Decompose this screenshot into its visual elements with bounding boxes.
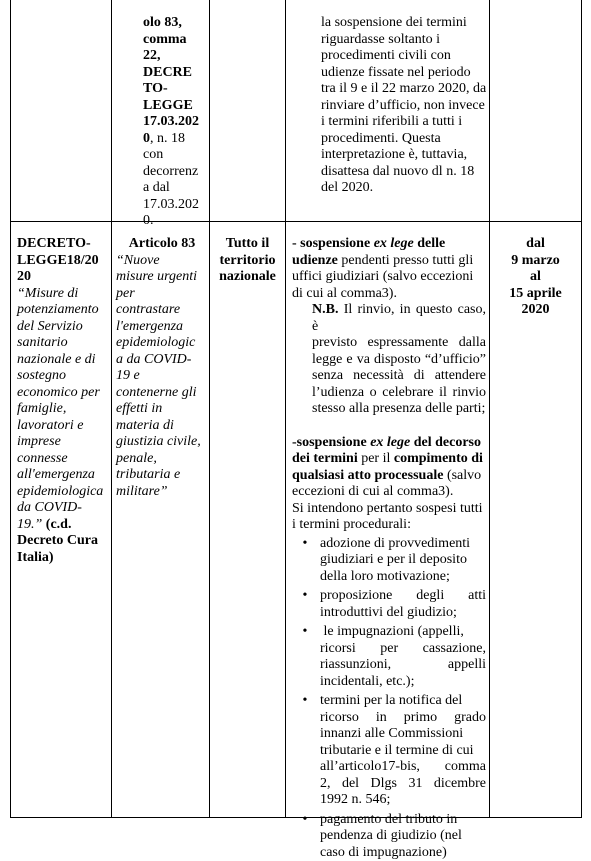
decree-subtitle-line: lavoratori e [17,418,109,435]
provision-line: eccezioni di cui al comma3). [292,484,486,501]
decree-title-line: LEGGE18/20 [17,253,109,270]
list-item-line: pagamento del tributo in [320,812,486,829]
decree-subtitle-line: epidemiologica [17,484,109,501]
date-line: dal [491,236,580,253]
article-desc-line: militare” [116,484,208,501]
article-desc-line: 19 e [116,368,208,385]
list-item [320,536,486,586]
table-divider-4 [489,0,490,818]
nb-line: senza necessità di attendere [312,368,486,385]
article-desc-line: effetti in [116,401,208,418]
article-desc-line: materia di [116,418,208,435]
continued-article-cell [143,15,207,230]
list-item-line: innanzi alle Commissioni [320,726,486,743]
list-item-line: all’articolo17-bis, comma [320,759,486,776]
article-ref-line: LEGGE [143,98,207,115]
provision-line: Si intendono pertanto sospesi tutti [292,501,486,518]
bullet-icon: • [300,693,310,710]
notes-line: procedimenti. Questa [321,131,487,148]
article-ref-line: 0. [143,213,207,230]
decree-title-line: 20 [17,269,109,286]
provision-line: dei termini per il compimento di [292,451,486,468]
list-item [320,693,486,809]
article-desc-line: penale, [116,451,208,468]
decree-subtitle-line: del Servizio [17,319,109,336]
scope-cell [212,236,283,286]
nb-block [312,302,486,418]
decree-subtitle-line: imprese [17,434,109,451]
article-desc-line: misure urgenti [116,269,208,286]
list-item-line: ricorsi per cassazione, [320,641,486,658]
article-desc-line: a da COVID- [116,352,208,369]
notes-line: del 2020. [321,180,487,197]
notes-line: rinviare d’ufficio, non invece [321,98,487,115]
dates-cell [491,236,580,319]
decree-subtitle-line: sostegno [17,368,109,385]
bullet-icon: • [300,588,310,605]
table-divider-2 [209,0,210,818]
nb-line: previsto espressamente dalla [312,335,486,352]
bullet-icon: • [300,536,310,553]
notes-line: disattesa dal nuovo dl n. 18 [321,164,487,181]
article-ref-line: decorrenz [143,164,207,181]
decree-subtitle-line: potenziamento [17,302,109,319]
article-ref-line: 17.03.202 [143,114,207,131]
nb-line: stesso alla presenza delle parti; [312,401,486,418]
article-ref-line: DECRE [143,65,207,82]
list-item-line: ricorso in primo grado [320,710,486,727]
article-ref-line: 22, [143,48,207,65]
list-item-line: 2, del Dlgs 31 dicembre [320,776,486,793]
list-item [320,588,486,621]
decree-subtitle-line: economico per [17,385,109,402]
notes-line: la sospensione dei termini [321,15,487,32]
table-border-right [581,0,582,818]
date-line: al [491,269,580,286]
list-item-line: proposizione degli atti [320,588,486,605]
table-divider-1 [111,0,112,818]
article-desc-line: tributaria e [116,467,208,484]
article-title: Articolo 83 [116,236,208,253]
notes-line: udienze fissate nel periodo [321,65,487,82]
list-item-line: pendenza di giudizio (nel [320,828,486,845]
article-desc-line: “Nuove [116,253,208,270]
decree-subtitle-line: all'emergenza [17,467,109,484]
scope-line: nazionale [212,269,283,286]
notes-line: i termini riferibili a tutti i [321,114,487,131]
list-item-line: adozione di provvedimenti [320,536,486,553]
table-divider-3 [285,0,286,818]
list-item-line: giudiziari e per il deposito [320,552,486,569]
article-ref-line: 0, n. 18 [143,131,207,148]
list-item-line: tributarie e il termine di cui [320,743,486,760]
provision-line: udienze pendenti presso tutti gli [292,253,486,270]
list-item-line: introduttivi del giudizio; [320,605,486,622]
list-item-line: caso di impugnazione) [320,845,486,861]
article-desc-line: epidemiologic [116,335,208,352]
list-item-line: della loro motivazione; [320,569,486,586]
provision-line: - sospensione ex lege delle [292,236,486,253]
decree-subtitle-line: connesse [17,451,109,468]
date-line: 15 aprile [491,286,580,303]
decree-cell [17,236,109,566]
article-ref-line: TO- [143,81,207,98]
decree-subtitle-line: 19.” (c.d. [17,517,109,534]
date-line: 9 marzo [491,253,580,270]
article-ref-line: 17.03.202 [143,197,207,214]
decree-title-line: DECRETO- [17,236,109,253]
decree-subtitle-line: sanitario [17,335,109,352]
list-item [320,812,486,861]
continued-notes-cell [321,15,487,197]
list-item-line: riassunzioni, appelli [320,657,486,674]
notes-line: riguardasse soltanto i [321,32,487,49]
notes-line: procedimenti civili con [321,48,487,65]
notes-line: interpretazione è, tuttavia, [321,147,487,164]
bullet-icon: • [300,624,310,641]
row-separator [10,221,582,222]
scope-line: Tutto il [212,236,283,253]
decree-subtitle-line: da COVID- [17,500,109,517]
article-ref-line: a dal [143,180,207,197]
provision-line: -sospensione ex lege del decorso [292,435,486,452]
article-ref-line: olo 83, [143,15,207,32]
article-desc-line: l'emergenza [116,319,208,336]
decree-nickname-line: Decreto Cura [17,533,109,550]
article-desc-line: contenerne gli [116,385,208,402]
bullet-icon: • [300,812,310,829]
decree-subtitle-line: “Misure di [17,286,109,303]
list-item-line: termini per la notifica del [320,693,486,710]
list-item-line: 1992 n. 546; [320,792,486,809]
article-ref-line: comma [143,32,207,49]
article-desc-line: giustizia civile, [116,434,208,451]
nb-line: legge e va disposto “d’ufficio” [312,352,486,369]
decree-subtitle-line: famiglie, [17,401,109,418]
list-item-line: incidentali, etc.); [320,674,486,691]
article-cell [116,236,208,500]
provisions-cell [292,236,486,861]
nb-line: N.B. Il rinvio, in questo caso, è [312,302,486,335]
article-desc-line: contrastare [116,302,208,319]
notes-line: tra il 9 e il 22 marzo 2020, da [321,81,487,98]
provision-line: uffici giudiziari (salvo eccezioni [292,269,486,286]
table-border-left [10,0,11,818]
date-line: 2020 [491,302,580,319]
provision-line: di cui al comma3). [292,286,486,303]
provision-line: qualsiasi atto processuale (salvo [292,468,486,485]
article-ref-line: con [143,147,207,164]
nb-line: l’udienza o celebrare il rinvio [312,385,486,402]
list-item [320,624,486,690]
decree-nickname-line: Italia) [17,550,109,567]
provision-line: i termini procedurali: [292,517,486,534]
scope-line: territorio [212,253,283,270]
procedural-terms-list [320,536,486,861]
article-desc-line: per [116,286,208,303]
list-item-line: le impugnazioni (appelli, [320,624,486,641]
decree-subtitle-line: nazionale e di [17,352,109,369]
